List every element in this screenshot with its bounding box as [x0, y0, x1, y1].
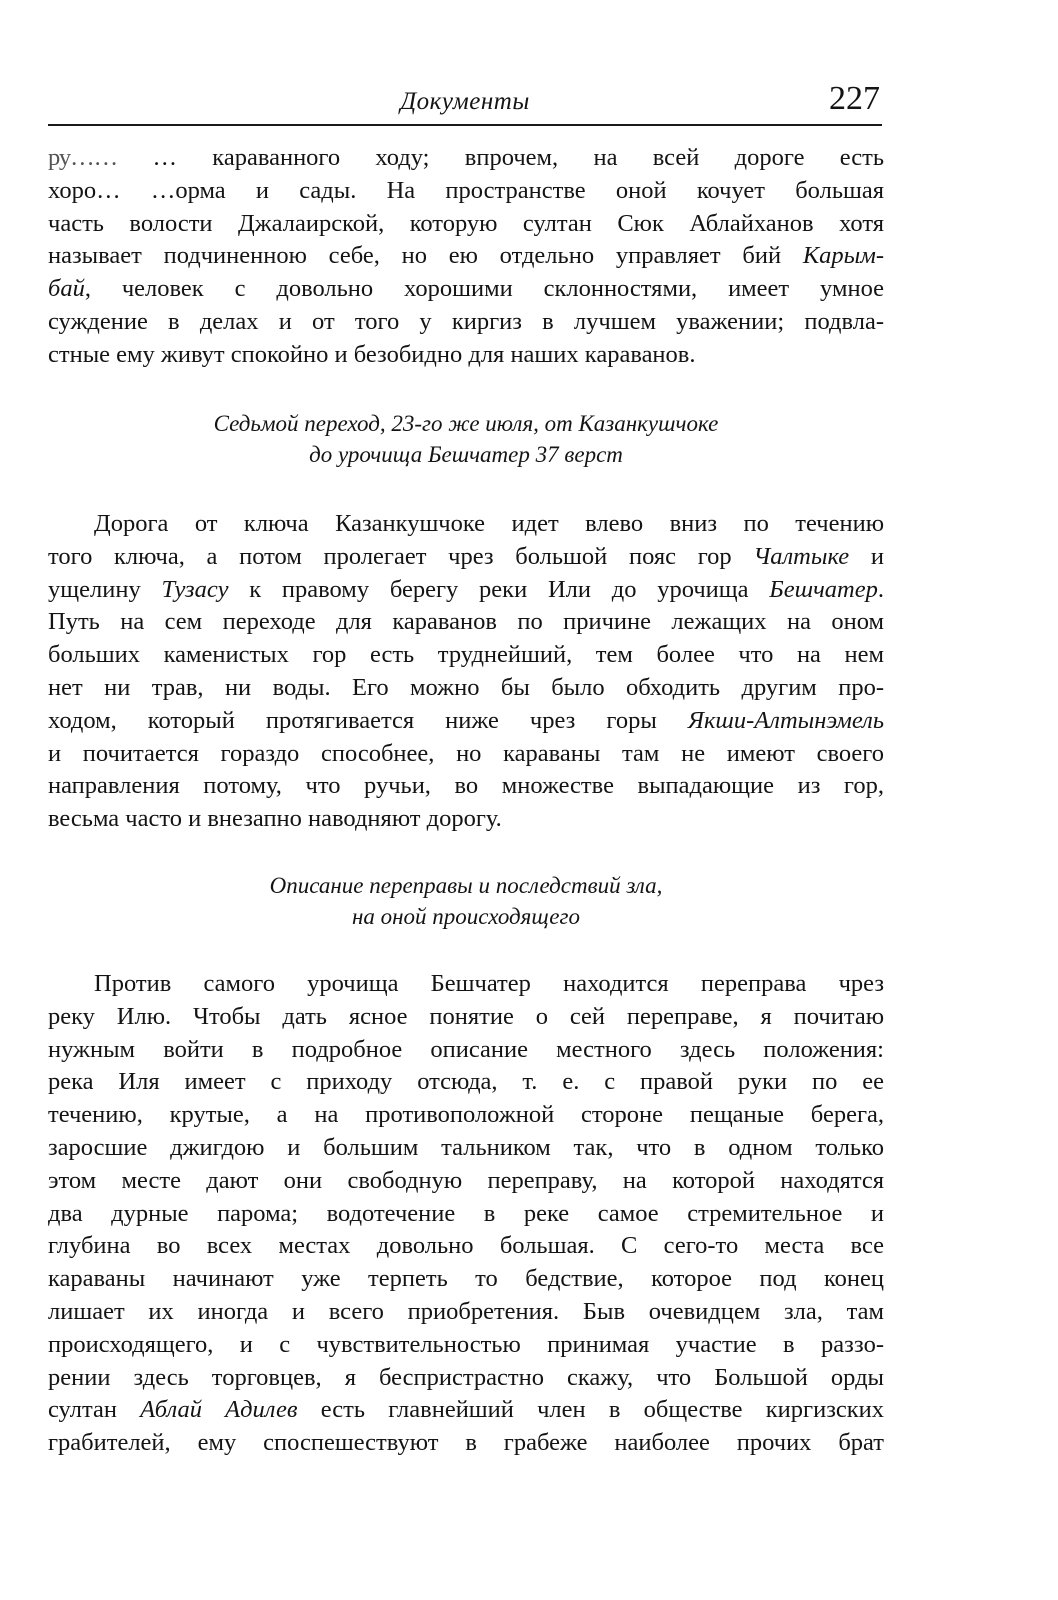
text-line: Путь на сем переходе для караванов по причине лежащих на оном	[48, 608, 884, 636]
text-line: Против самого урочища Бешчатер находится переправа чрез	[94, 970, 884, 997]
text-line: лишает их иногда и всего приобретения. Быв очевидцем зла, там	[48, 1297, 884, 1325]
text-line: стные ему живут спокойно и безобидно для наших караванов.	[48, 340, 696, 368]
text-line: больших каменистых гор есть труднейший, тем более что на нем	[48, 641, 884, 669]
section-heading-crossing	[48, 870, 884, 932]
text-line: грабителей, ему споспешествуют в грабеже наиболее прочих брат	[48, 1429, 884, 1457]
text-line: течению, крутые, а на противоположной стороне пещаные берега,	[48, 1101, 884, 1129]
text-line: хоро… …орма и сады. На пространстве оной кочует большая	[48, 176, 884, 204]
text-line: караваны начинают уже терпеть то бедствие, которое под конец	[48, 1265, 884, 1293]
text-line: нет ни трав, ни воды. Его можно бы было обходить другим про-	[48, 673, 884, 701]
text-line: река Иля имеет с приходу отсюда, т. е. с правой руки по ее	[48, 1068, 884, 1096]
text-line: суждение в делах и от того у киргиз в лучшем уважении; подвла-	[48, 307, 884, 335]
page-number: 227	[829, 80, 880, 117]
text-line: часть волости Джалаирской, которую султан Сюк Аблайханов хотя	[48, 209, 884, 237]
heading-line: Описание переправы и последствий зла,	[269, 873, 663, 898]
text-line: два дурные парома; водотечение в реке самое стремительное и	[48, 1199, 884, 1227]
text-line: того ключа, а потом пролегает чрез большой пояс гор Чалтыке и	[48, 542, 884, 570]
text-line: ру…… … караванного ходу; впрочем, на всей дороге есть	[48, 144, 884, 171]
text-line: рении здесь торговцев, я беспристрастно скажу, что Большой орды	[48, 1363, 884, 1391]
text-line: глубина во всех местах довольно большая. С сего-то места все	[48, 1232, 884, 1260]
text-line: весьма часто и внезапно наводняют дорогу.	[48, 805, 502, 833]
heading-line: до урочища Бешчатер 37 верст	[309, 442, 623, 467]
text-line: бай, человек с довольно хорошими склонностями, имеет умное	[48, 275, 884, 303]
text-line: Дорога от ключа Казанкушчоке идет влево вниз по течению	[94, 510, 884, 537]
running-header	[48, 80, 882, 126]
text-line: реку Илю. Чтобы дать ясное понятие о сей переправе, я почитаю	[48, 1002, 884, 1030]
text-line: происходящего, и с чувствительностью принимая участие в раззо-	[48, 1330, 884, 1358]
text-line: нужным войти в подробное описание местного здесь положения:	[48, 1035, 884, 1063]
heading-line: на оной происходящего	[351, 904, 580, 929]
text-line: заросшие джигдою и большим тальником так, что в одном только	[48, 1133, 884, 1161]
text-line: направления потому, что ручьи, во множестве выпадающие из гор,	[48, 772, 884, 800]
text-line: султан Аблай Адилев есть главнейший член в обществе киргизских	[48, 1396, 884, 1424]
text-line: ущелину Тузасу к правому берегу реки Или до урочища Бешчатер.	[48, 575, 884, 603]
text-line: ходом, который протягивается ниже чрез горы Якши-Алтынэмель	[48, 706, 884, 734]
paragraph-crossing	[48, 968, 884, 1460]
paragraph-continuation	[48, 142, 884, 372]
paragraph-road	[48, 508, 884, 836]
running-title: Документы	[400, 88, 530, 115]
heading-line: Седьмой переход, 23-го же июля, от Казанкушчоке	[213, 411, 719, 436]
section-heading-seventh-passage	[48, 408, 884, 470]
text-line: и почитается гораздо способнее, но караваны там не имеют своего	[48, 739, 884, 767]
text-line: этом месте дают они свободную переправу, на которой находятся	[48, 1166, 884, 1194]
text-line: называет подчиненною себе, но ею отдельно управляет бий Карым-	[48, 242, 884, 270]
